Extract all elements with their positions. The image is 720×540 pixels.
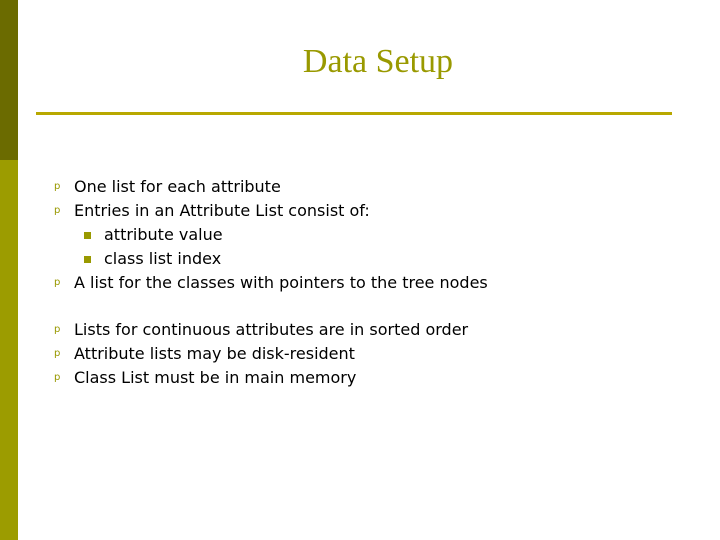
bullet-item (0, 175, 720, 199)
square-bullet-icon: p (54, 181, 61, 192)
bullet-item (0, 199, 720, 223)
square-bullet-icon: p (54, 205, 61, 216)
bullet-item (0, 271, 720, 295)
bullet-text: Entries in an Attribute List consist of: (74, 201, 370, 220)
square-bullet-icon: p (54, 324, 61, 335)
bullet-item (0, 366, 720, 390)
sub-bullet-item (0, 223, 720, 247)
bullet-text: One list for each attribute (74, 177, 281, 196)
sub-bullet-item (0, 247, 720, 271)
slide-title: Data Setup (302, 43, 454, 80)
filled-square-bullet-icon (84, 256, 91, 263)
square-bullet-icon: p (54, 348, 61, 359)
bullet-text: A list for the classes with pointers to the tree nodes (74, 273, 488, 292)
sub-bullet-text: class list index (104, 249, 222, 268)
sub-bullet-text: attribute value (104, 225, 223, 244)
square-bullet-icon: p (54, 372, 61, 383)
bullet-item (0, 342, 720, 366)
square-bullet-icon: p (54, 277, 61, 288)
bullet-text: Class List must be in main memory (74, 368, 357, 387)
filled-square-bullet-icon (84, 232, 91, 239)
bullet-item (0, 318, 720, 342)
bullet-text: Attribute lists may be disk-resident (74, 344, 355, 363)
bullet-text: Lists for continuous attributes are in sorted order (74, 320, 469, 339)
